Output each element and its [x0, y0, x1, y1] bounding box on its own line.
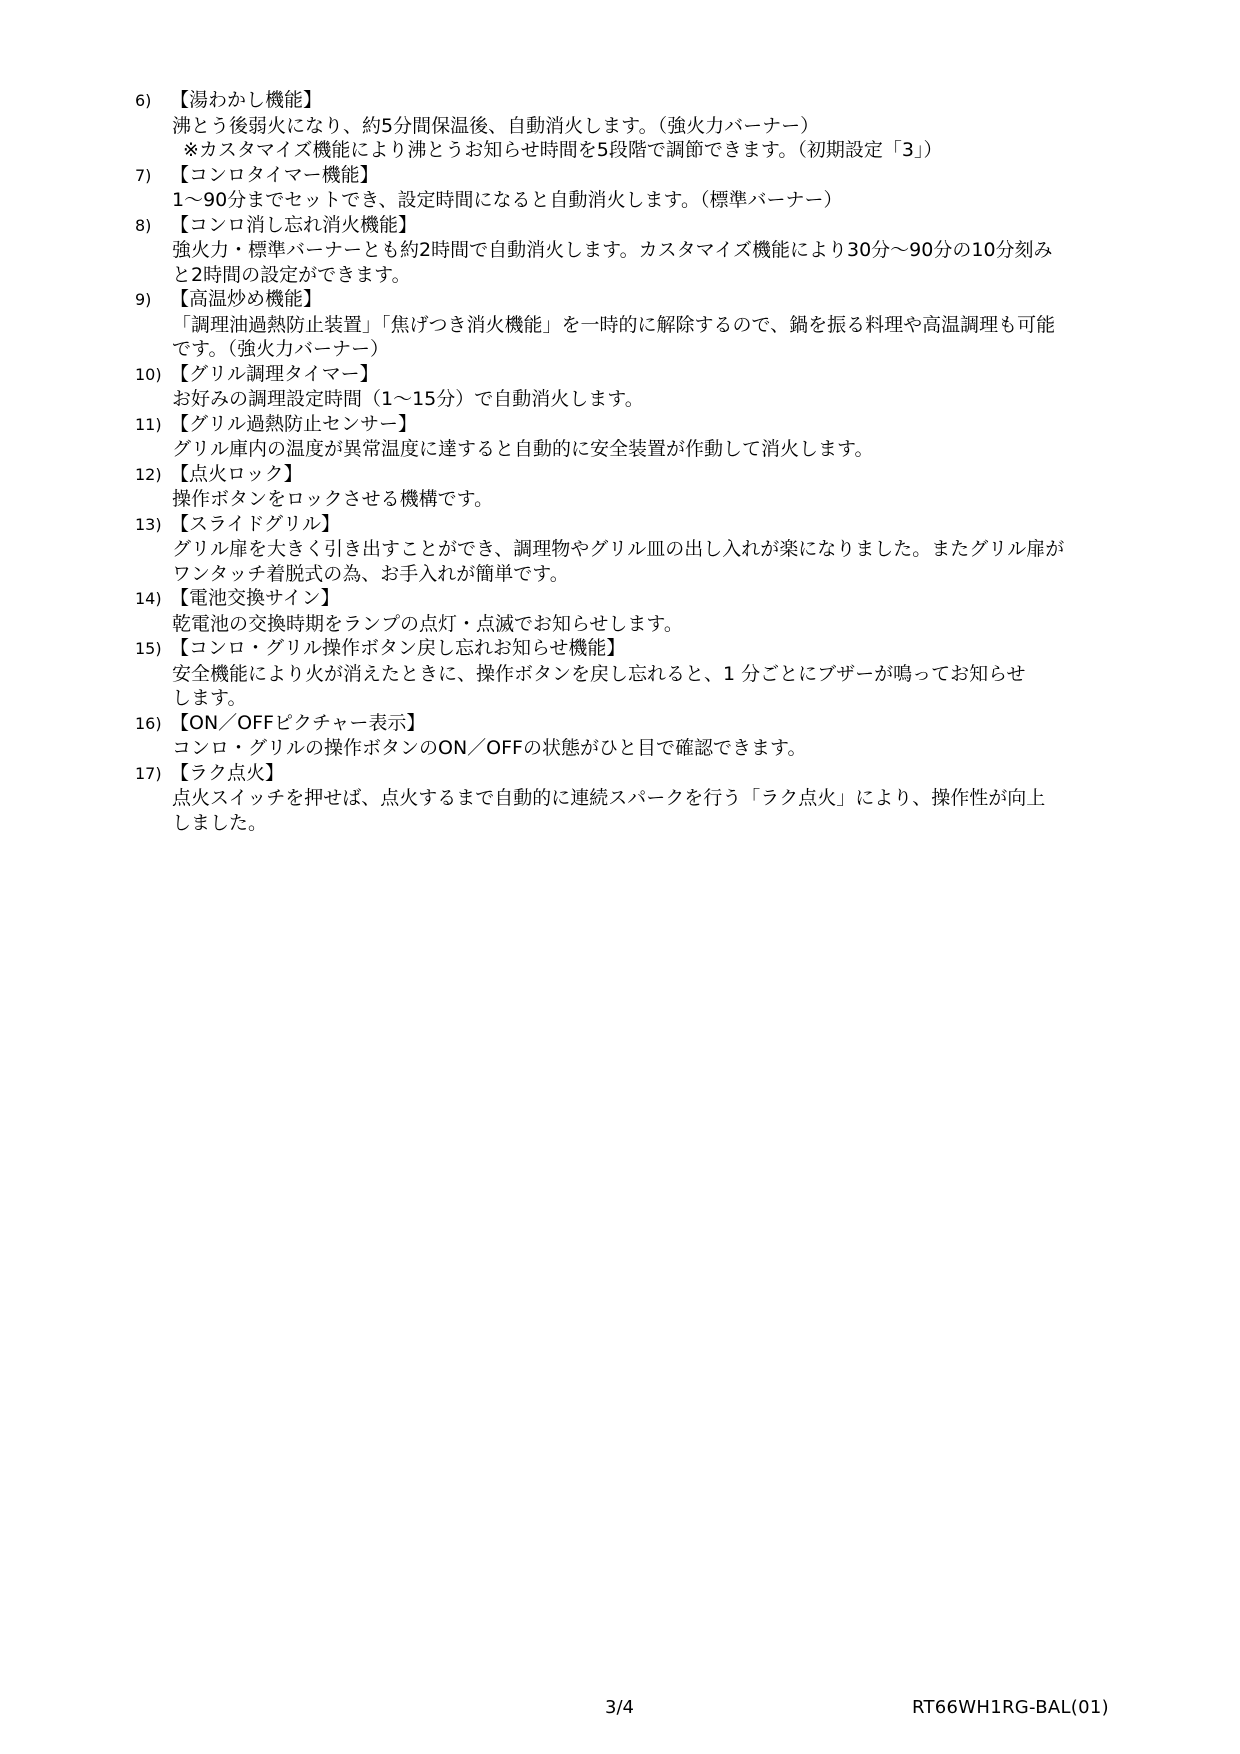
item-number: 16) — [135, 713, 162, 733]
item-text: 点火スイッチを押せば、点火するまで自動的に連続スパークを行う「ラク点火」により、操作性が向上 — [172, 787, 1046, 809]
item-number: 11) — [135, 414, 162, 434]
list-item — [135, 711, 1195, 761]
item-text: 乾電池の交換時期をランプの点灯・点滅でお知らせします。 — [172, 612, 683, 635]
item-title: 【電池交換サイン】 — [170, 587, 340, 609]
item-heading — [135, 586, 1195, 612]
item-heading — [135, 636, 1195, 662]
item-number: 6) — [135, 91, 152, 110]
item-title: 【ON／OFFピクチャー表示】 — [170, 711, 426, 734]
item-title: 【点火ロック】 — [170, 462, 303, 485]
item-title: 【グリル過熱防止センサー】 — [170, 412, 418, 435]
document-code: RT66WH1RG-BAL(01) — [912, 1697, 1109, 1718]
item-heading — [135, 711, 1195, 737]
item-number: 9) — [135, 290, 152, 309]
item-heading — [135, 88, 1195, 114]
list-item — [135, 213, 1195, 288]
item-text: 安全機能により火が消えたときに、操作ボタンを戻し忘れると、1 分ごとにブザーが鳴ってお知らせ — [172, 662, 1026, 685]
list-item — [135, 586, 1195, 636]
item-text: です。（強火力バーナー） — [172, 338, 389, 360]
list-item — [135, 287, 1195, 362]
item-text: ワンタッチ着脱式の為、お手入れが簡単です。 — [172, 562, 569, 585]
item-number: 10) — [135, 364, 162, 384]
item-text: と2時間の設定ができます。 — [172, 263, 411, 286]
item-text: グリル庫内の温度が異常温度に達すると自動的に安全装置が作動して消火します。 — [172, 438, 874, 460]
item-title: 【湯わかし機能】 — [170, 89, 323, 111]
list-item — [135, 362, 1195, 412]
list-item — [135, 163, 1195, 213]
item-text: します。 — [172, 687, 247, 709]
item-number: 7) — [135, 165, 152, 185]
item-title: 【ラク点火】 — [170, 761, 285, 784]
item-text: グリル扉を大きく引き出すことができ、調理物やグリル皿の出し入れが楽になりました。またグリル扉が — [172, 538, 1065, 560]
list-item — [135, 88, 1195, 163]
list-item — [135, 636, 1195, 711]
item-title: 【コンロ・グリル操作ボタン戻し忘れお知らせ機能】 — [170, 637, 626, 659]
item-heading — [135, 412, 1195, 438]
item-number: 12) — [135, 464, 162, 484]
item-text: 強火力・標準バーナーとも約2時間で自動消火します。カスタマイズ機能により30分～90分の10分刻み — [172, 239, 1053, 261]
item-title: 【コンロタイマー機能】 — [170, 163, 379, 186]
item-text: 沸とう後弱火になり、約5分間保温後、自動消火します。（強火力バーナー） — [172, 114, 820, 137]
item-heading — [135, 362, 1195, 388]
item-text: コンロ・グリルの操作ボタンのON／OFFの状態がひと目で確認できます。 — [172, 737, 807, 759]
item-title: 【高温炒め機能】 — [170, 288, 323, 310]
list-item — [135, 462, 1195, 512]
list-item — [135, 761, 1195, 836]
item-number: 14) — [135, 589, 162, 608]
item-number: 15) — [135, 639, 162, 658]
item-number: 8) — [135, 215, 152, 235]
item-title: 【コンロ消し忘れ消火機能】 — [170, 213, 418, 236]
item-heading — [135, 462, 1195, 488]
list-item — [135, 512, 1195, 587]
item-text: 1～90分までセットでき、設定時間になると自動消火します。（標準バーナー） — [172, 189, 843, 211]
feature-list — [135, 88, 1195, 835]
item-heading — [135, 512, 1195, 538]
item-heading — [135, 761, 1195, 787]
item-number: 17) — [135, 763, 162, 783]
item-title: 【グリル調理タイマー】 — [170, 362, 379, 385]
item-note: ※カスタマイズ機能により沸とうお知らせ時間を5段階で調節できます。（初期設定「3」） — [183, 139, 943, 161]
item-number: 13) — [135, 514, 162, 534]
item-text: 「調理油過熱防止装置」「焦げつき消火機能」を一時的に解除するので、鍋を振る料理や高温調理も可能 — [172, 313, 1056, 336]
item-title: 【スライドグリル】 — [170, 512, 341, 535]
item-heading — [135, 163, 1195, 189]
item-text: 操作ボタンをロックさせる機構です。 — [172, 488, 494, 510]
item-text: お好みの調理設定時間（1～15分）で自動消火します。 — [172, 388, 644, 410]
item-heading — [135, 287, 1195, 313]
item-heading — [135, 213, 1195, 239]
item-text: しました。 — [172, 811, 268, 834]
page-number: 3/4 — [605, 1697, 634, 1718]
list-item — [135, 412, 1195, 462]
